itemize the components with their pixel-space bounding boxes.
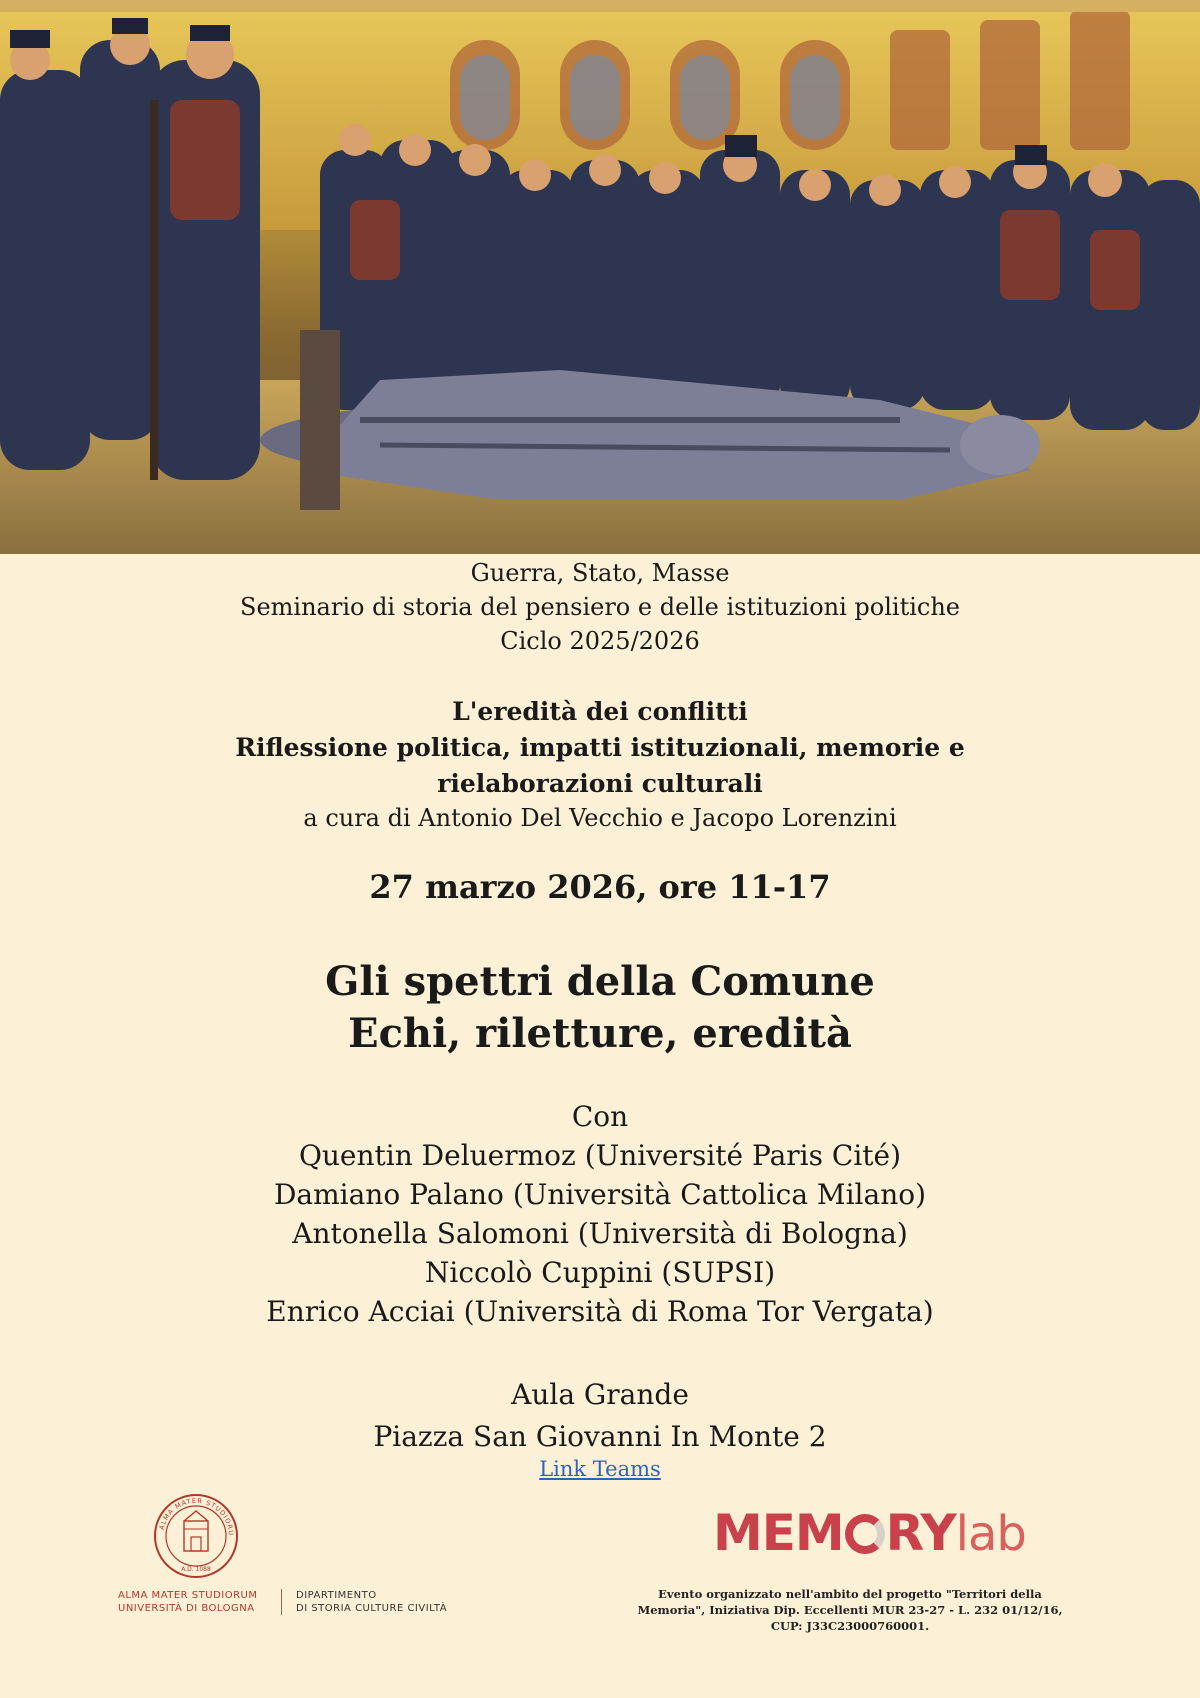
svg-text:ALMA MATER STUDIORUM: ALMA MATER STUDIORU [157,1496,236,1537]
curators: a cura di Antonio Del Vecchio e Jacopo Lorenzini [303,804,897,832]
department-name [296,1589,447,1615]
cycle-title-line-2: Riflessione politica, impatti istituzionali, memorie e [235,733,965,762]
event-title-line-1: Gli spettri della Comune [325,958,875,1005]
venue-room: Aula Grande [511,1378,689,1411]
unibo-line-1: ALMA MATER STUDIORUM [118,1590,258,1601]
memorylab-logo [713,1504,1026,1562]
cycle-years: Ciclo 2025/2026 [500,627,700,655]
series-name: Guerra, Stato, Masse [470,559,730,587]
university-seal-icon [153,1493,239,1579]
memory-brand-part-2: RY [885,1504,956,1562]
seminar-name: Seminario di storia del pensiero e delle istituzioni politiche [240,593,960,621]
teams-link[interactable]: Link Teams [539,1457,661,1481]
footnote-line-1: Evento organizzato nell'ambito del progetto "Territori della [658,1587,1042,1601]
memory-brand-lab: lab [955,1506,1026,1562]
speakers-intro: Con [571,1100,629,1133]
cycle-title-line-1: L'eredità dei conflitti [452,697,748,726]
memory-brand-part-1: MEM [713,1504,844,1562]
svg-text:A.D. 1088: A.D. 1088 [181,1566,211,1573]
footnote-line-2: Memoria", Iniziativa Dip. Eccellenti MUR 23-27 - L. 232 01/12/16, [637,1603,1063,1617]
logo-divider [281,1589,282,1615]
cycle-title [0,694,1200,802]
speaker: Quentin Deluermoz (Université Paris Cité) [298,1139,902,1172]
venue-address: Piazza San Giovanni In Monte 2 [373,1420,827,1453]
speaker: Enrico Acciai (Università di Roma Tor Vergata) [266,1295,934,1328]
speakers-list [0,1097,1200,1331]
ring-icon [845,1514,885,1554]
historic-photo-illustration [0,0,1200,554]
event-title [0,956,1200,1060]
dept-line-2: DI STORIA CULTURE CIVILTÀ [296,1603,448,1614]
project-footnote [620,1586,1080,1634]
hero-photo [0,0,1200,554]
teams-link-row [0,1457,1200,1481]
event-date: 27 marzo 2026, ore 11-17 [369,868,831,906]
footnote-line-3: CUP: J33C23000760001. [770,1619,930,1633]
unibo-line-2: UNIVERSITÀ DI BOLOGNA [118,1603,255,1614]
dept-line-1: DIPARTIMENTO [296,1590,377,1601]
speaker: Niccolò Cuppini (SUPSI) [424,1256,776,1289]
cycle-title-line-3: rielaborazioni culturali [437,769,763,798]
speaker: Damiano Palano (Università Cattolica Milano) [273,1178,927,1211]
event-title-line-2: Echi, riletture, eredità [348,1010,852,1057]
speaker: Antonella Salomoni (Università di Bologna) [292,1217,908,1250]
venue [0,1374,1200,1458]
series-header [0,556,1200,658]
university-logo [118,1589,448,1615]
